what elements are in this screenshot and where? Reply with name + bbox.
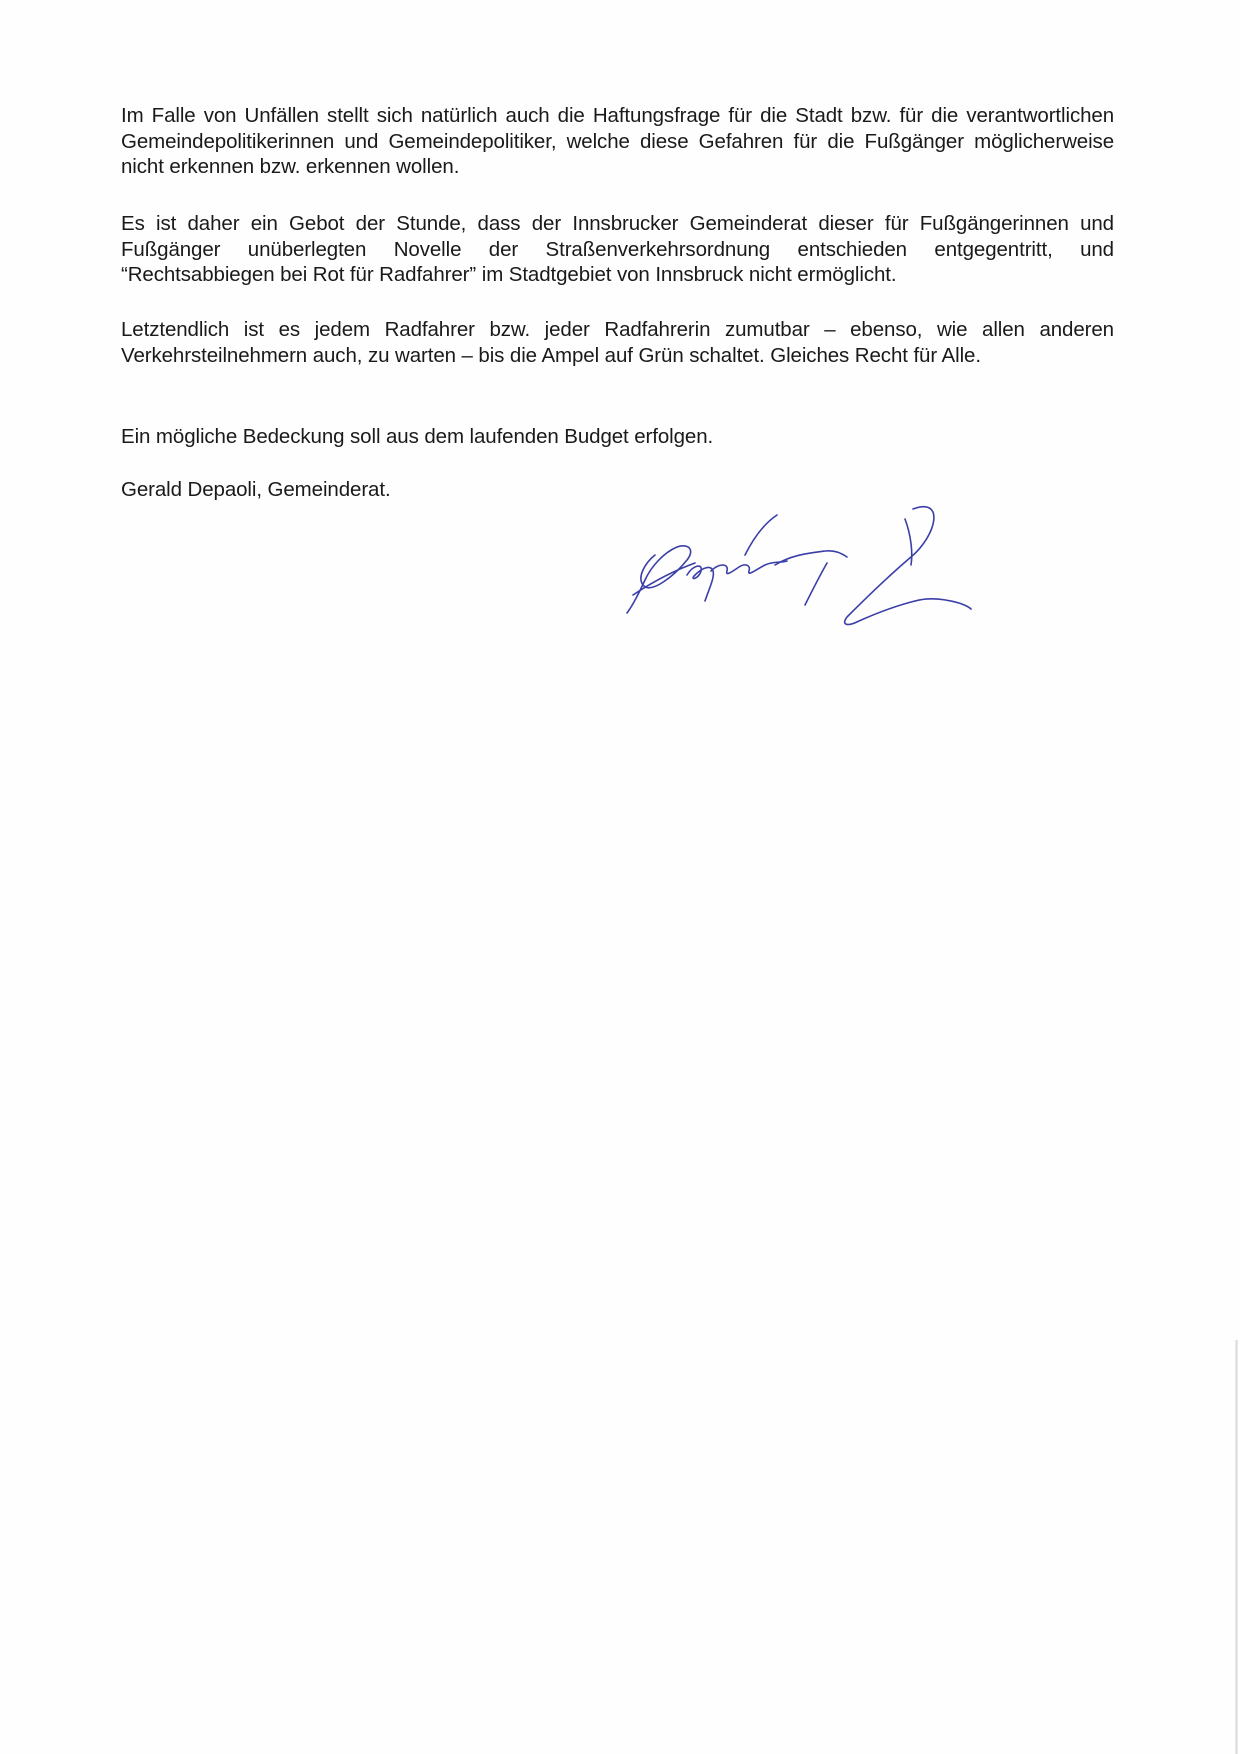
paragraph-council-demand: Es ist daher ein Gebot der Stunde, dass der Innsbrucker Gemeinderat dieser für Fußgängerinnen und Fußgänger unüberlegten Novelle der Straßenverkehrsordnung entschieden entgegentritt, und “Rechtsabbiegen bei Rot für Radfahrer” im Stadtgebiet von Innsbruck nicht ermöglicht. [121, 212, 1114, 286]
paragraph-budget: Ein mögliche Bedeckung soll aus dem laufenden Budget erfolgen. [121, 425, 714, 448]
signature-strokes [627, 507, 971, 625]
scan-edge-shadow [1235, 1340, 1238, 1754]
paragraph-cyclist-wait: Letztendlich ist es jedem Radfahrer bzw. jeder Radfahrerin zumutbar – ebenso, wie allen anderen Verkehrsteilnehmern auch, zu warten – bis die Ampel auf Grün schaltet. Gleiches Recht für Alle. [121, 318, 1114, 367]
author-line: Gerald Depaoli, Gemeinderat. [121, 478, 391, 501]
handwritten-signature [615, 505, 1035, 640]
paragraph-liability: Im Falle von Unfällen stellt sich natürlich auch die Haftungsfrage für die Stadt bzw. für die verantwortlichen Gemeindepolitikerinnen und Gemeindepolitiker, welche diese Gefahren für die Fußgänger möglicherweise nicht erkennen bzw. erkennen wollen. [121, 104, 1114, 178]
